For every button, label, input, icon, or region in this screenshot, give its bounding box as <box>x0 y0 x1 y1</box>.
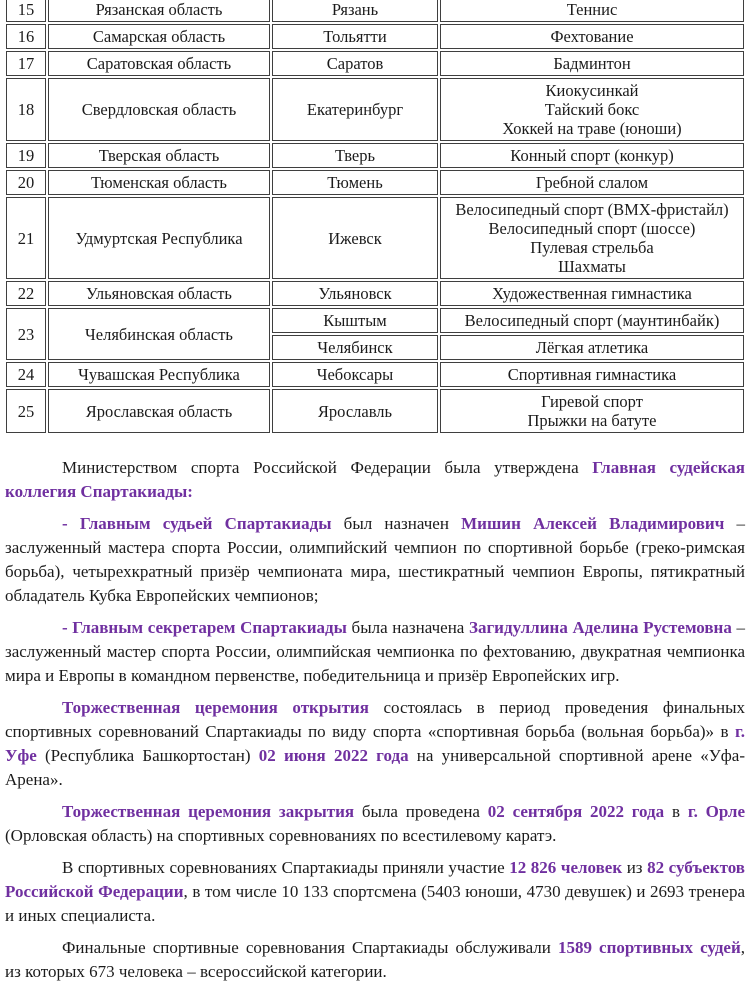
sport-name: Художественная гимнастика <box>492 284 692 303</box>
sport-name: Шахматы <box>558 257 626 276</box>
highlighted-text: 12 826 человек <box>509 858 623 877</box>
cell-region: Чувашская Республика <box>48 362 270 387</box>
body-text: (Орловская область) на спортивных соревнованиях по всестилевому каратэ. <box>5 826 557 845</box>
highlighted-text: Торжественная церемония открытия <box>62 698 369 717</box>
paragraph <box>5 456 745 504</box>
cell-city: Саратов <box>272 51 438 76</box>
highlighted-text: 1589 спортивных судей <box>557 938 741 957</box>
table-row <box>6 143 744 168</box>
table-row <box>6 170 744 195</box>
table-row <box>6 197 744 279</box>
body-text: (Республика Башкортостан) <box>36 746 259 765</box>
cell-city: Ярославль <box>272 389 438 433</box>
cell-row-number: 23 <box>6 308 46 360</box>
sport-name: Бадминтон <box>553 54 631 73</box>
table-row <box>6 0 744 22</box>
cell-region: Тверская область <box>48 143 270 168</box>
table-row <box>6 362 744 387</box>
body-text: была проведена <box>354 802 488 821</box>
highlighted-text: - Главным судьей Спартакиады <box>62 514 332 533</box>
cell-region: Ярославская область <box>48 389 270 433</box>
highlighted-text: г. Орле <box>687 802 746 821</box>
paragraph <box>5 800 745 848</box>
sport-name: Киокусинкай <box>545 81 639 100</box>
cell-sports <box>440 389 744 433</box>
cell-region: Ульяновская область <box>48 281 270 306</box>
body-text: В спортивных соревнованиях Спартакиады приняли участие <box>62 858 510 877</box>
cell-sports <box>440 0 744 22</box>
cell-city: Екатеринбург <box>272 78 438 141</box>
body-text: на универсальной спортивной арене «Уфа-Арена». <box>5 746 745 789</box>
cell-sports <box>440 335 744 360</box>
sport-name: Прыжки на батуте <box>527 411 657 430</box>
body-text: – заслуженный мастер спорта России, олимпийская чемпионка по фехтованию, двукратная чемпионка мира и Европы в командном первенстве, победительница и призёр Европейских игр. <box>5 618 745 685</box>
sport-name: Гребной слалом <box>535 173 649 192</box>
body-text: состоялась в период проведения финальных спортивных соревнований Спартакиады по виду спорта «спортивная борьба (вольная борьба)» в <box>5 698 745 741</box>
paragraph <box>5 696 745 792</box>
cell-city: Рязань <box>272 0 438 22</box>
cell-city: Чебоксары <box>272 362 438 387</box>
highlighted-text: Мишин Алексей Владимирович <box>461 514 725 533</box>
cell-row-number: 19 <box>6 143 46 168</box>
sport-name: Теннис <box>566 0 618 19</box>
cell-row-number: 20 <box>6 170 46 195</box>
cell-region: Свердловская область <box>48 78 270 141</box>
table-row <box>6 24 744 49</box>
cell-city: Челябинск <box>272 335 438 360</box>
body-text: – заслуженный мастера спорта России, олимпийский чемпион по спортивной борьбе (греко-римская борьба), четырехкратный призёр чемпионата мира, шестикратный чемпион Европы, пятикратный обладатель Кубка Европейских чемпионов; <box>5 514 746 605</box>
sport-name: Пулевая стрельба <box>530 238 654 257</box>
cell-region: Челябинская область <box>48 308 270 360</box>
cell-sports <box>440 197 744 279</box>
cell-row-number: 25 <box>6 389 46 433</box>
cell-sports <box>440 78 744 141</box>
sport-name: Гиревой спорт <box>541 392 643 411</box>
cell-row-number: 17 <box>6 51 46 76</box>
cell-city: Кыштым <box>272 308 438 333</box>
sport-name: Фехтование <box>550 27 634 46</box>
highlighted-text: Главная судейская коллегия Спартакиады: <box>5 458 745 501</box>
cell-sports <box>440 24 744 49</box>
cell-row-number: 22 <box>6 281 46 306</box>
table-row <box>6 51 744 76</box>
body-text: , из которых 673 человека – всероссийской категории. <box>5 938 746 981</box>
cell-row-number: 21 <box>6 197 46 279</box>
sport-name: Велосипедный спорт (маунтинбайк) <box>464 311 720 330</box>
sport-name: Лёгкая атлетика <box>535 338 649 357</box>
regions-sports-table <box>4 0 746 435</box>
highlighted-text: 02 сентября 2022 года <box>487 802 665 821</box>
cell-row-number: 15 <box>6 0 46 22</box>
table-row <box>6 78 744 141</box>
sport-name: Тайский бокс <box>544 100 640 119</box>
regions-sports-table-body <box>6 0 744 433</box>
body-text: в <box>664 802 688 821</box>
cell-city: Тюмень <box>272 170 438 195</box>
document-body <box>5 456 745 984</box>
body-text: Финальные спортивные соревнования Спартакиады обслуживали <box>62 938 558 957</box>
table-row <box>6 308 744 333</box>
highlighted-text: Загидуллина Аделина Рустемовна <box>468 618 732 637</box>
cell-city: Тольятти <box>272 24 438 49</box>
body-text: была назначена <box>346 618 469 637</box>
cell-region: Рязанская область <box>48 0 270 22</box>
cell-region: Тюменская область <box>48 170 270 195</box>
sport-name: Конный спорт (конкур) <box>510 146 674 165</box>
cell-sports <box>440 308 744 333</box>
cell-row-number: 24 <box>6 362 46 387</box>
highlighted-text: г. Уфе <box>5 722 745 765</box>
sport-name: Хоккей на траве (юноши) <box>502 119 682 138</box>
cell-sports <box>440 51 744 76</box>
body-text: был назначен <box>331 514 462 533</box>
body-text: Министерством спорта Российской Федерации была утверждена <box>62 458 593 477</box>
paragraph <box>5 616 745 688</box>
table-row <box>6 281 744 306</box>
cell-city: Тверь <box>272 143 438 168</box>
sport-name: Велосипедный спорт (шоссе) <box>488 219 696 238</box>
paragraph <box>5 856 745 928</box>
cell-sports <box>440 170 744 195</box>
highlighted-text: - Главным секретарем Спартакиады <box>62 618 347 637</box>
cell-row-number: 16 <box>6 24 46 49</box>
body-text: из <box>622 858 648 877</box>
cell-sports <box>440 143 744 168</box>
paragraph <box>5 936 745 984</box>
regions-sports-table-section <box>0 0 750 435</box>
sport-name: Велосипедный спорт (BMX-фристайл) <box>455 200 729 219</box>
cell-sports <box>440 281 744 306</box>
table-row <box>6 389 744 433</box>
cell-city: Ульяновск <box>272 281 438 306</box>
highlighted-text: Торжественная церемония закрытия <box>62 802 355 821</box>
cell-region: Удмуртская Республика <box>48 197 270 279</box>
cell-region: Самарская область <box>48 24 270 49</box>
body-text: , в том числе 10 133 спортсмена (5403 юноши, 4730 девушек) и 2693 тренера и иных специалиста. <box>5 882 745 925</box>
cell-row-number: 18 <box>6 78 46 141</box>
highlighted-text: 02 июня 2022 года <box>258 746 409 765</box>
cell-city: Ижевск <box>272 197 438 279</box>
cell-region: Саратовская область <box>48 51 270 76</box>
cell-sports <box>440 362 744 387</box>
paragraph <box>5 512 745 608</box>
sport-name: Спортивная гимнастика <box>507 365 677 384</box>
highlighted-text: 82 субъектов Российской Федерации <box>5 858 745 901</box>
